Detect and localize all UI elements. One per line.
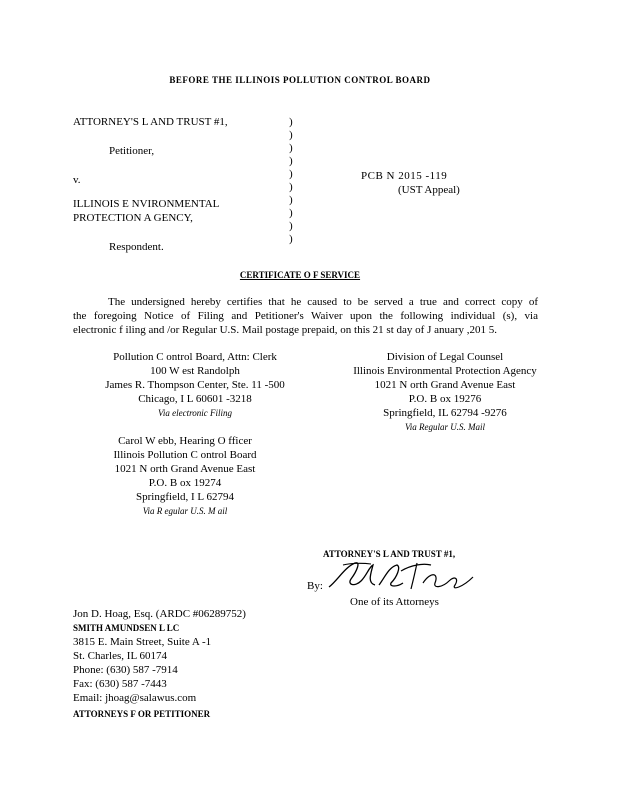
signature-party: ATTORNEY'S L AND TRUST #1, [323, 549, 456, 559]
board-address-line2: 100 W est Randolph [150, 365, 240, 377]
hearing-address-line5: Springfield, I L 62794 [136, 491, 234, 503]
agency-address-line4: P.O. B ox 19276 [408, 393, 482, 405]
board-address-line4: Chicago, I L 60601 -3218 [138, 393, 252, 405]
signature-by-label: By: [307, 580, 323, 592]
respondent-name-line1: ILLINOIS E NVIRONMENTAL [73, 198, 220, 210]
hearing-service-method: Via R egular U.S. M ail [142, 506, 228, 516]
agency-address-line5: Springfield, IL 62794 -9276 [383, 407, 507, 419]
versus: v. [73, 174, 81, 186]
caption-paren: ) [289, 129, 293, 141]
petitioner-role: Petitioner, [109, 145, 155, 157]
caption-paren: ) [289, 181, 293, 193]
certificate-body-line3: electronic f iling and /or Regular U.S. Mail postage prepaid, on this 21 st day of J anuary ,201 5. [73, 324, 498, 336]
hearing-address-line3: 1021 N orth Grand Avenue East [114, 463, 256, 475]
hearing-address-line1: Carol W ebb, Hearing O fficer [118, 435, 252, 447]
agency-address-line3: 1021 N orth Grand Avenue East [374, 379, 516, 391]
hearing-address-line2: Illinois Pollution C ontrol Board [113, 449, 257, 461]
board-address-line1: Pollution C ontrol Board, Attn: Clerk [113, 351, 277, 363]
caption-paren: ) [289, 194, 293, 206]
counsel-fax: Fax: (630) 587 -7443 [73, 678, 167, 690]
counsel-role: ATTORNEYS F OR PETITIONER [73, 709, 211, 719]
agency-service-method: Via Regular U.S. Mail [404, 422, 486, 432]
agency-address-line1: Division of Legal Counsel [386, 351, 504, 363]
agency-address-line2: Illinois Environmental Protection Agency [353, 365, 537, 377]
caption-paren: ) [289, 116, 293, 128]
certificate-heading: CERTIFICATE O F SERVICE [239, 270, 361, 280]
board-title: BEFORE THE ILLINOIS POLLUTION CONTROL BOARD [169, 75, 431, 85]
caption-paren: ) [289, 155, 293, 167]
case-type: (UST Appeal) [398, 184, 460, 196]
caption-paren: ) [289, 142, 293, 154]
caption-paren: ) [289, 220, 293, 232]
certificate-body-line2: the foregoing Notice of Filing and Petitioner's Waiver upon the following individual (s), via [73, 310, 538, 322]
caption-paren: ) [289, 233, 293, 245]
counsel-email: Email: jhoag@salawus.com [73, 692, 197, 704]
petitioner-name: ATTORNEY'S L AND TRUST #1, [73, 116, 228, 128]
respondent-name-line2: PROTECTION A GENCY, [73, 212, 193, 224]
counsel-phone: Phone: (630) 587 -7914 [73, 664, 178, 676]
signature-caption: One of its Attorneys [350, 596, 439, 608]
respondent-role: Respondent. [109, 241, 164, 253]
board-service-method: Via electronic Filing [158, 408, 232, 418]
certificate-body-line1: The undersigned hereby certifies that he caused to be served a true and correct copy of [108, 296, 538, 308]
counsel-name: Jon D. Hoag, Esq. (ARDC #06289752) [73, 608, 246, 620]
hearing-address-line4: P.O. B ox 19274 [148, 477, 222, 489]
case-number: PCB N 2015 -119 [361, 170, 448, 182]
board-address-line3: James R. Thompson Center, Ste. 11 -500 [105, 379, 285, 391]
counsel-street: 3815 E. Main Street, Suite A -1 [73, 636, 212, 648]
caption-paren: ) [289, 168, 293, 180]
counsel-firm: SMITH AMUNDSEN L LC [73, 623, 180, 633]
counsel-city: St. Charles, IL 60174 [73, 650, 167, 662]
caption-paren: ) [289, 207, 293, 219]
